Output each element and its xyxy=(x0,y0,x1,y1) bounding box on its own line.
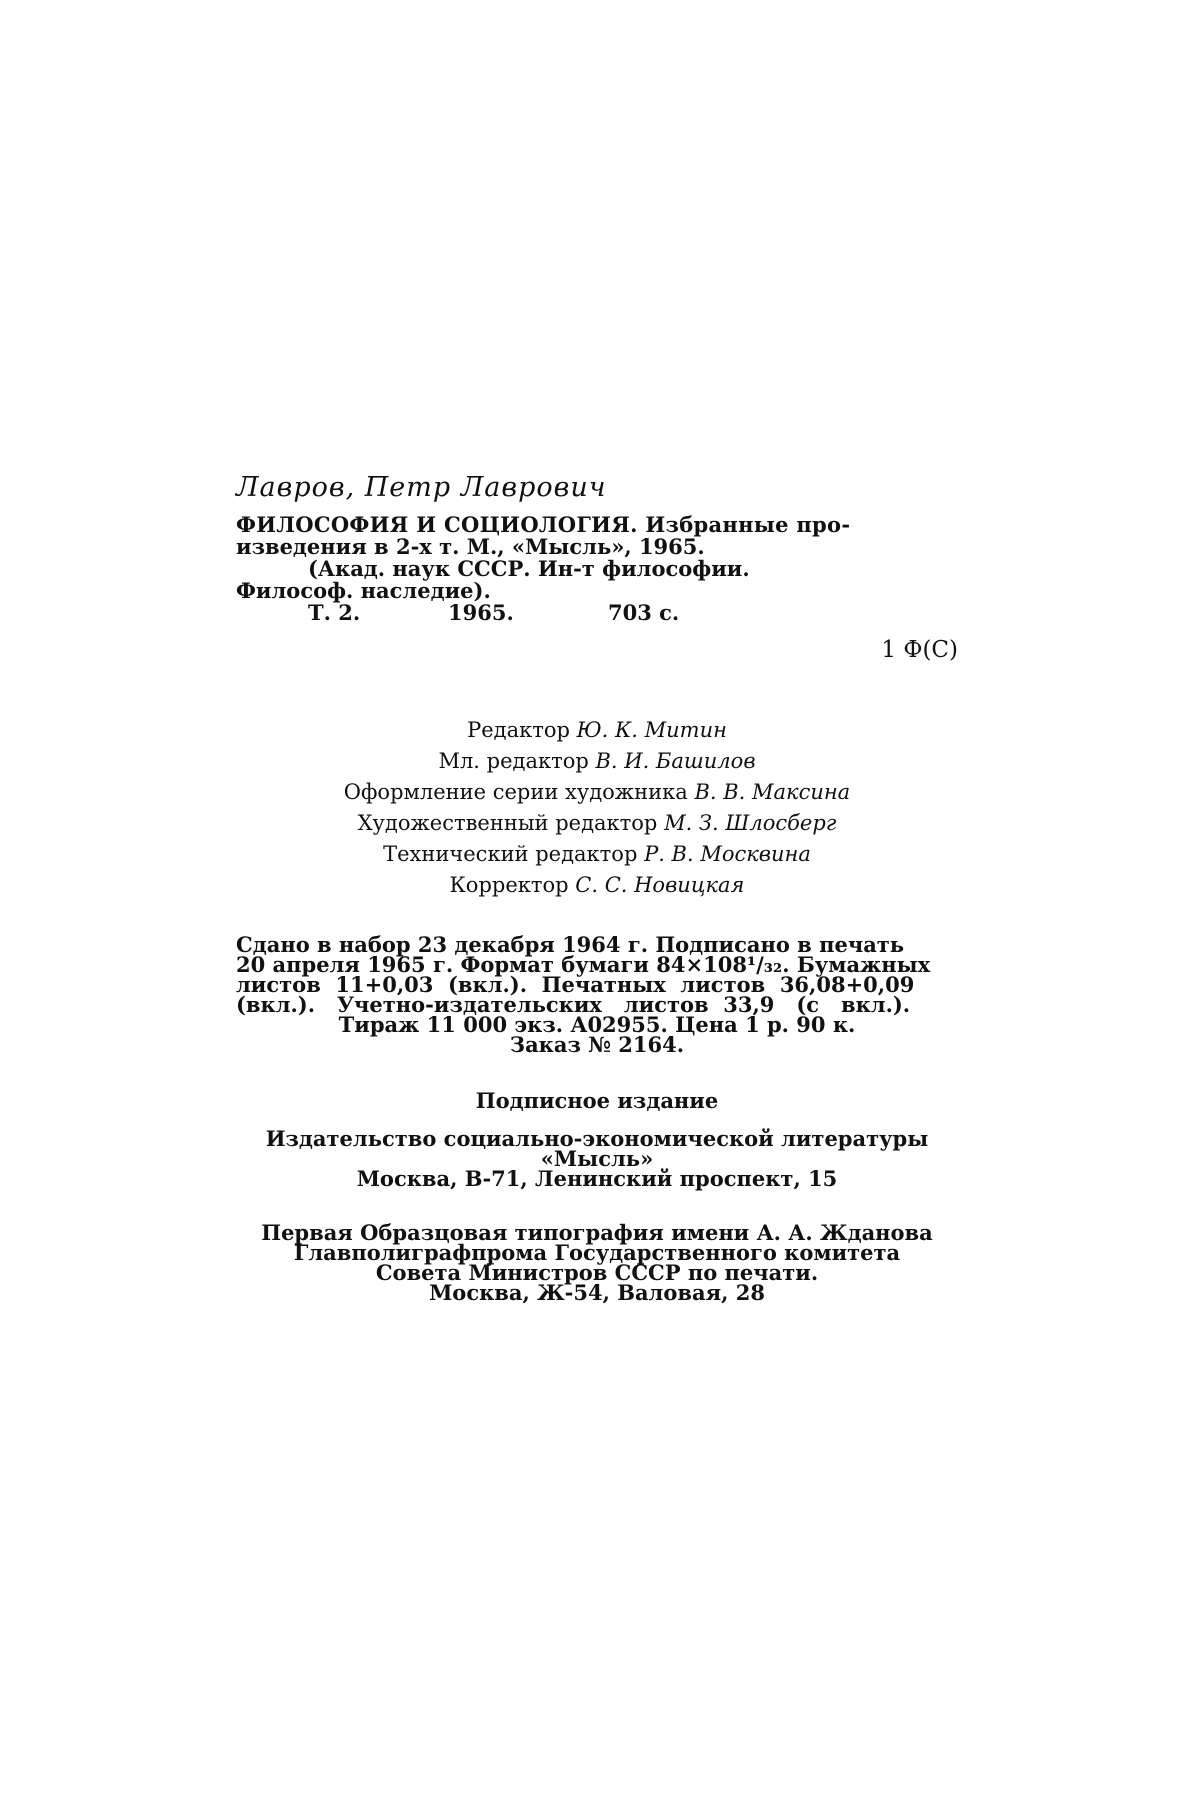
order-number-line: Заказ № 2164. xyxy=(509,1032,685,1057)
author-name: Лавров, Петр Лаврович xyxy=(236,472,607,503)
credit-editor: Редактор Ю. К. Митин xyxy=(467,718,727,742)
print-run-line: Тираж 11 000 экз. А02955. Цена 1 р. 90 к. xyxy=(338,1012,856,1037)
publisher-line: Издательство социально-экономической литературы xyxy=(265,1126,929,1151)
print-data-line: 20 апреля 1965 г. Формат бумаги 84×108¹/₃₂. Бумажных xyxy=(236,952,931,977)
printer-info xyxy=(236,1220,958,1305)
printer-line: Первая Образцовая типография имени А. А. Жданова xyxy=(261,1220,933,1245)
credit-series-design: Оформление серии художника В. В. Максина xyxy=(343,780,851,804)
classification-mark: 1 Ф(С) xyxy=(881,637,958,663)
publisher-info xyxy=(236,1126,958,1191)
bib-series-cont-line: Философ. наследие). xyxy=(236,578,491,603)
credit-proofreader: Корректор С. С. Новицкая xyxy=(449,873,745,897)
printer-line: Главполиграфпрома Государственного комитета xyxy=(293,1240,901,1265)
publisher-line: «Мысль» xyxy=(540,1146,654,1171)
credit-tech-editor: Технический редактор Р. В. Москвина xyxy=(383,842,811,866)
bib-title-line: ФИЛОСОФИЯ И СОЦИОЛОГИЯ. Избранные про- xyxy=(236,512,851,537)
credits-list xyxy=(236,720,958,906)
print-data xyxy=(236,932,958,1057)
printer-line: Совета Министров СССР по печати. xyxy=(375,1260,819,1285)
credit-art-editor: Художественный редактор М. З. Шлосберг xyxy=(357,811,837,835)
credit-junior-editor: Мл. редактор В. И. Башилов xyxy=(438,749,756,773)
bibliographic-record xyxy=(236,514,958,624)
publisher-address: Москва, В-71, Ленинский проспект, 15 xyxy=(356,1166,838,1191)
printer-address: Москва, Ж-54, Валовая, 28 xyxy=(429,1280,765,1305)
print-data-line: Сдано в набор 23 декабря 1964 г. Подписано в печать xyxy=(236,932,905,957)
subscription-note: Подписное издание xyxy=(475,1088,719,1113)
bib-volume: Т. 2. xyxy=(308,600,361,625)
print-data-line: листов 11+0,03 (вкл.). Печатных листов 36,08+0,09 xyxy=(236,972,915,997)
bib-year: 1965. xyxy=(448,600,514,625)
print-data-line: (вкл.). Учетно-издательских листов 33,9 (с вкл.). xyxy=(236,992,911,1017)
bib-pages: 703 с. xyxy=(608,600,680,625)
bib-volume-line xyxy=(236,602,958,624)
bib-edition-line: изведения в 2-х т. М., «Мысль», 1965. xyxy=(236,534,705,559)
bib-series-line: (Акад. наук СССР. Ин-т философии. xyxy=(308,556,750,581)
